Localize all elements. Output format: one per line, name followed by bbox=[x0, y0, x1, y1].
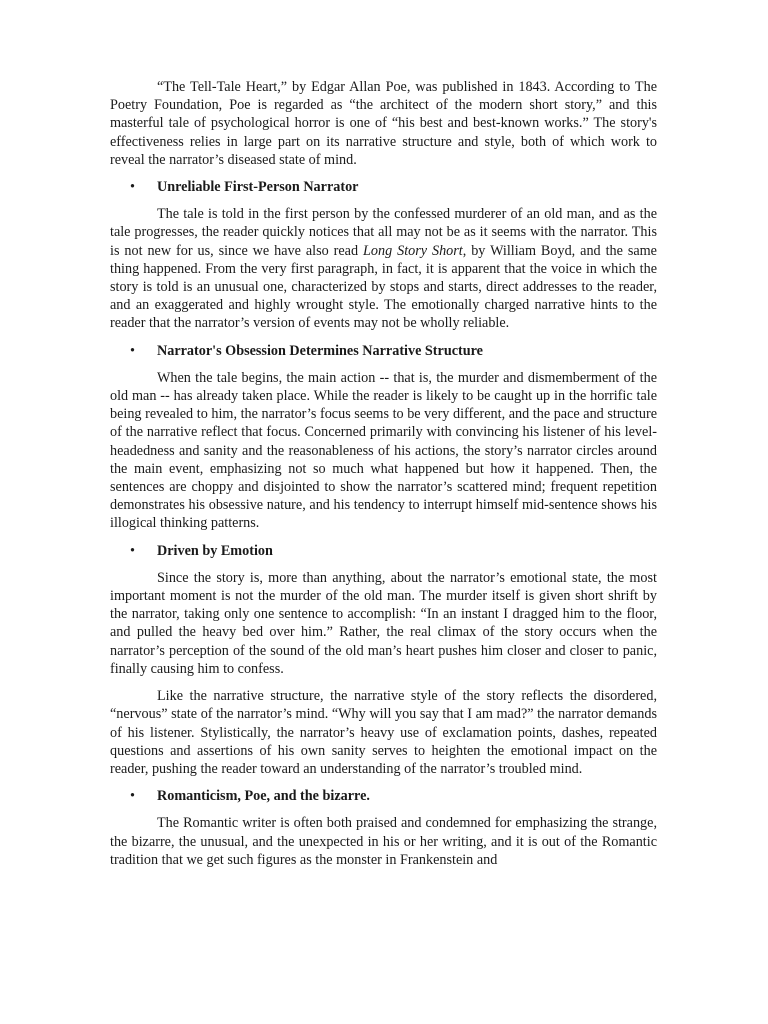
book-title-italic: Long Story Short bbox=[363, 242, 463, 259]
bullet-icon: • bbox=[130, 179, 135, 196]
unreliable-narrator-paragraph bbox=[110, 205, 657, 332]
heading-text: Driven by Emotion bbox=[157, 542, 273, 559]
section-heading-romanticism bbox=[110, 787, 657, 805]
bullet-icon: • bbox=[130, 342, 135, 359]
section-heading-driven-by-emotion bbox=[110, 542, 657, 560]
heading-text: Unreliable First-Person Narrator bbox=[157, 179, 359, 196]
document-page bbox=[110, 78, 657, 869]
romanticism-paragraph: The Romantic writer is often both praised and condemned for emphasizing the strange, the bizarre, the unusual, and the unexpected in his or her writing, and it is out of the Romantic tradition that we get such figures as the monster in Frankenstein and bbox=[110, 815, 657, 868]
emotion-paragraph-1: Since the story is, more than anything, about the narrator’s emotional state, the most important moment is not the murder of the old man. The murder itself is given short shrift by the narrator, taking only one sentence to accomplish: “In an instant I dragged him to the floor, and pulled the heavy bed over him.” Rather, the real climax of the story occurs when the narrator’s perception of the sound of the old man’s heart pushes him closer and closer to panic, finally causing him to confess. bbox=[110, 569, 657, 677]
emotion-paragraph-2: Like the narrative structure, the narrative style of the story reflects the disordered, “nervous” state of the narrator’s mind. “Why will you say that I am mad?” the narrator demands of his listener. Stylistically, the narrator’s heavy use of exclamation points, dashes, repeated questions and assertions of his own sanity serves to heighten the emotional impact on the reader, pushing the reader toward an understanding of the narrator’s troubled mind. bbox=[110, 688, 657, 777]
section-heading-unreliable-narrator bbox=[110, 178, 657, 196]
bullet-icon: • bbox=[130, 542, 135, 559]
bullet-icon: • bbox=[130, 788, 135, 805]
heading-text: Romanticism, Poe, and the bizarre. bbox=[157, 788, 370, 805]
paragraph-text: The tale is told in the first person by the confessed murderer of an old man, and as the tale progresses, the reader quickly notices that all may not be as it seems with the narrator. This is not new for us, since we have also read bbox=[110, 206, 657, 259]
heading-text: Narrator's Obsession Determines Narrative Structure bbox=[157, 342, 483, 359]
paragraph-text: , by William Boyd, and the same thing happened. From the very first paragraph, in fact, it is apparent that the voice in which the story is told is an unusual one, characterized by stops and starts, direct addresses to the reader, and an exaggerated and highly wrought style. The emotionally charged narrative hints to the reader that the narrator’s version of events may not be wholly reliable. bbox=[110, 242, 657, 332]
section-heading-narrative-structure bbox=[110, 342, 657, 360]
intro-paragraph: “The Tell-Tale Heart,” by Edgar Allan Poe, was published in 1843. According to The Poetry Foundation, Poe is regarded as “the architect of the modern short story,” and this masterful tale of psychological horror is one of “his best and best-known works.” The story's effectiveness relies in large part on its narrative structure and style, both of which work to reveal the narrator’s diseased state of mind. bbox=[110, 79, 657, 168]
narrative-structure-paragraph: When the tale begins, the main action -- that is, the murder and dismemberment of the old man -- has already taken place. While the reader is likely to be caught up in the horrific tale being revealed to him, the narrator’s focus seems to be very different, and the pace and structure of the narrative reflect that focus. Concerned primarily with convincing his listener of his level-headedness and sanity and the reasonableness of his actions, the story’s narrator circles around the main event, emphasizing not so much what happened but how it happened. Then, the sentences are choppy and disjointed to show the narrator’s scattered mind; frequent repetition demonstrates his obsessive nature, and his tendency to interrupt himself mid-sentence shows his illogical thinking patterns. bbox=[110, 369, 657, 532]
